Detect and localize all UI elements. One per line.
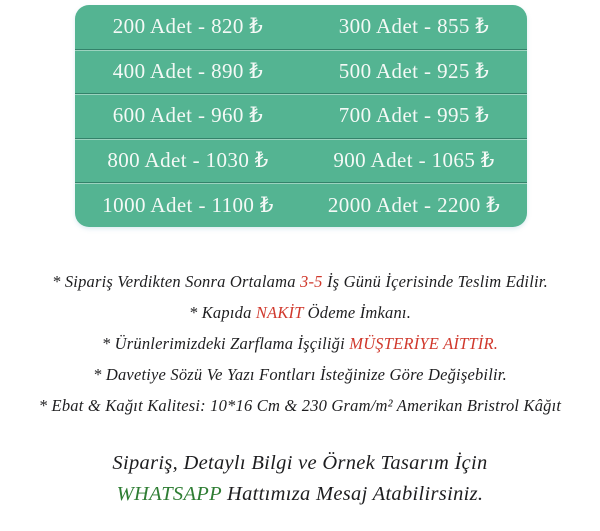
footer-line1: Sipariş, Detaylı Bilgi ve Örnek Tasarım İçin	[112, 452, 488, 474]
whatsapp-label: WHATSAPP	[116, 483, 222, 505]
price-cell: 800 Adet - 1030 ₺	[107, 148, 269, 173]
note-envelope	[0, 328, 600, 359]
table-row	[75, 5, 527, 49]
note-highlight: MÜŞTERİYE AİTTİR.	[349, 334, 499, 353]
table-row	[75, 138, 527, 183]
note-text: İş Günü İçerisinde Teslim Edilir.	[322, 272, 548, 291]
footer-line2	[0, 479, 600, 510]
price-cell: 600 Adet - 960 ₺	[112, 103, 264, 128]
note-text: * Sipariş Verdikten Sonra Ortalama	[52, 272, 301, 291]
price-cell: 500 Adet - 925 ₺	[338, 58, 490, 83]
footer-section	[0, 448, 600, 510]
price-cell: 1000 Adet - 1100 ₺	[102, 192, 274, 217]
note-text: * Ebat & Kağıt Kalitesi: 10*16 Cm & 230 Gram/m² Amerikan Bristrol Kâğıt	[38, 396, 562, 415]
note-text: * Davetiye Sözü Ve Yazı Fontları İsteğinize Göre Değişebilir.	[93, 365, 507, 384]
price-cell: 700 Adet - 995 ₺	[338, 103, 490, 128]
note-fonts	[0, 359, 600, 390]
note-delivery	[0, 266, 600, 297]
price-cell: 200 Adet - 820 ₺	[112, 14, 264, 39]
price-cell: 300 Adet - 855 ₺	[338, 14, 490, 39]
price-cell: 2000 Adet - 2200 ₺	[327, 192, 501, 217]
price-cell: 400 Adet - 890 ₺	[112, 58, 264, 83]
note-payment	[0, 297, 600, 328]
note-paper	[0, 390, 600, 421]
note-text: Ödeme İmkanı.	[303, 303, 412, 322]
note-highlight: NAKİT	[255, 303, 304, 322]
table-row	[75, 49, 527, 94]
note-highlight: 3-5	[300, 272, 323, 291]
footer-text: Hattımıza Mesaj Atabilirsiniz.	[221, 483, 484, 505]
note-text: * Kapıda	[188, 303, 256, 322]
table-row	[75, 93, 527, 138]
table-row	[75, 182, 527, 227]
notes-section	[0, 266, 600, 421]
price-table	[75, 5, 527, 227]
price-cell: 900 Adet - 1065 ₺	[333, 148, 495, 173]
note-text: * Ürünlerimizdeki Zarflama İşçiliği	[101, 334, 350, 353]
